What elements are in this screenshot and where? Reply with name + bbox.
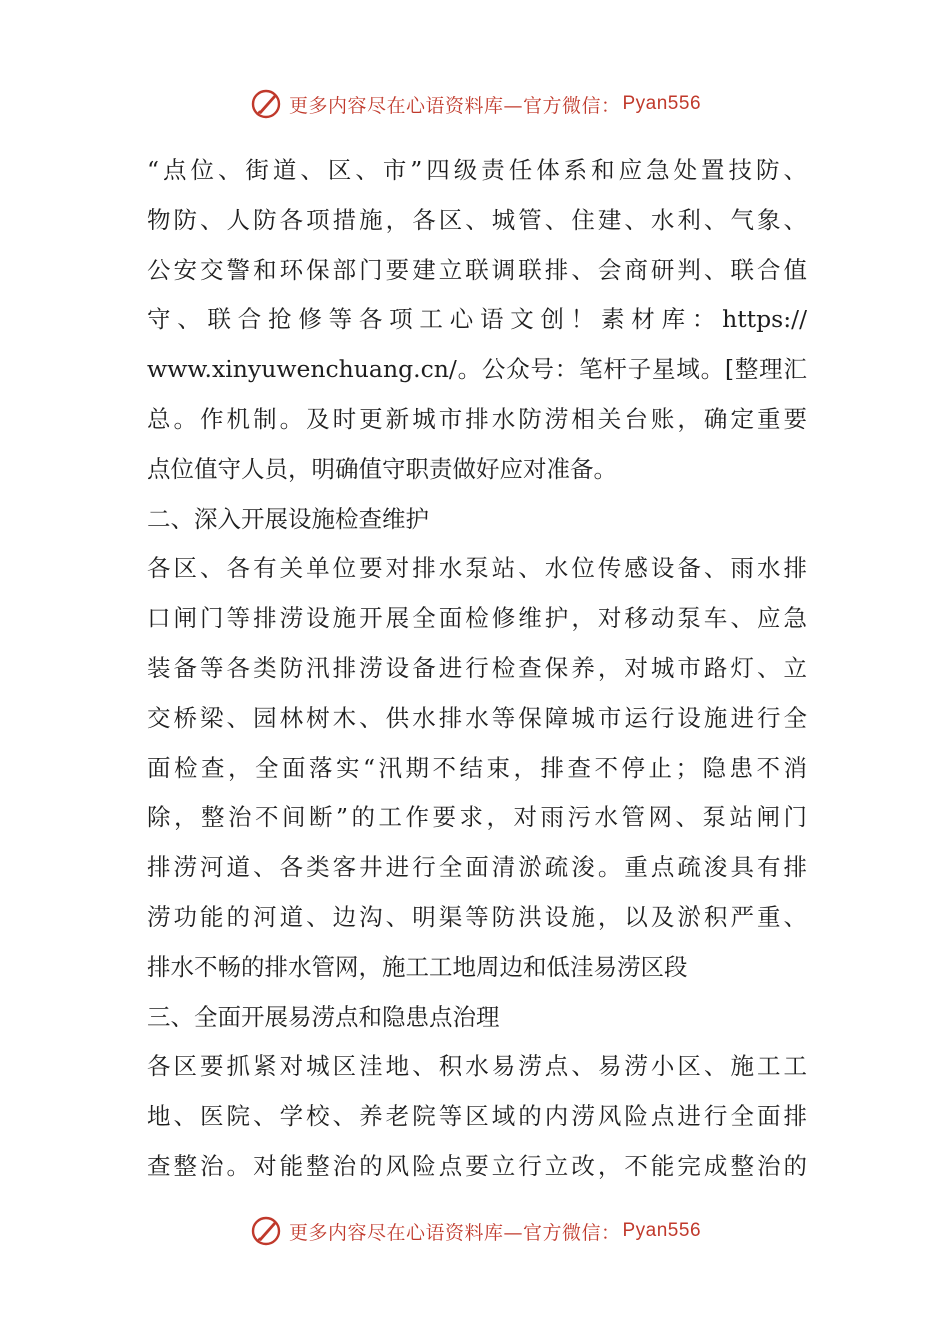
body-line: 交桥梁、园林树木、供水排水等保障城市运行设施进行全 — [147, 703, 807, 732]
body-line: 各区、各有关单位要对排水泵站、水位传感设备、雨水排 — [147, 554, 807, 583]
body-line: 地、医院、学校、养老院等区域的内涝风险点进行全面排 — [147, 1102, 807, 1131]
body-line: 公安交警和环保部门要建立联调联排、会商研判、联合值 — [147, 255, 807, 284]
header-banner-text: 更多内容尽在心语资料库—官方微信： — [288, 94, 621, 117]
footer-banner — [0, 1211, 950, 1251]
header-wechat-id: Pyan556 — [622, 93, 702, 114]
body-line: 各区要抓紧对城区洼地、积水易涝点、易涝小区、施工工 — [147, 1052, 807, 1081]
footer-wechat-id: Pyan556 — [622, 1220, 702, 1241]
body-line: 点位值守人员，明确值守职责做好应对准备。 — [147, 454, 617, 483]
quill-pen-logo-icon — [249, 87, 283, 121]
body-line: 装备等各类防汛排涝设备进行检查保养，对城市路灯、立 — [147, 653, 807, 682]
body-line: 物防、人防各项措施，各区、城管、住建、水利、气象、 — [147, 205, 807, 234]
body-line: 守、联合抢修等各项工心语文创！素材库：https:// — [147, 305, 807, 334]
footer-banner-text: 更多内容尽在心语资料库—官方微信： — [288, 1221, 621, 1244]
body-line: 除，整治不间断”的工作要求，对雨污水管网、泵站闸门 — [147, 803, 807, 832]
body-line: 口闸门等排涝设施开展全面检修维护，对移动泵车、应急 — [147, 604, 807, 633]
body-line: 查整治。对能整治的风险点要立行立改，不能完成整治的 — [147, 1151, 807, 1180]
document-body — [147, 146, 807, 1192]
section-heading: 三、全面开展易涝点和隐患点治理 — [147, 1002, 500, 1031]
body-line: “点位、街道、区、市”四级责任体系和应急处置技防、 — [147, 156, 807, 184]
header-banner — [0, 84, 950, 124]
section-heading: 二、深入开展设施检查维护 — [147, 504, 429, 533]
body-line: 排涝河道、各类客井进行全面清淤疏浚。重点疏浚具有排 — [147, 853, 807, 882]
body-line: 涝功能的河道、边沟、明渠等防洪设施，以及淤积严重、 — [147, 902, 807, 931]
quill-pen-logo-icon — [249, 1214, 283, 1248]
body-line: www.xinyuwenchuang.cn/。公众号：笔杆子星域。[整理汇 — [147, 355, 807, 384]
body-line: 排水不畅的排水管网，施工工地周边和低洼易涝区段 — [147, 952, 688, 981]
body-line: 总。作机制。及时更新城市排水防涝相关台账，确定重要 — [147, 404, 807, 433]
body-line: 面检查，全面落实“汛期不结束，排查不停止；隐患不消 — [147, 753, 807, 782]
